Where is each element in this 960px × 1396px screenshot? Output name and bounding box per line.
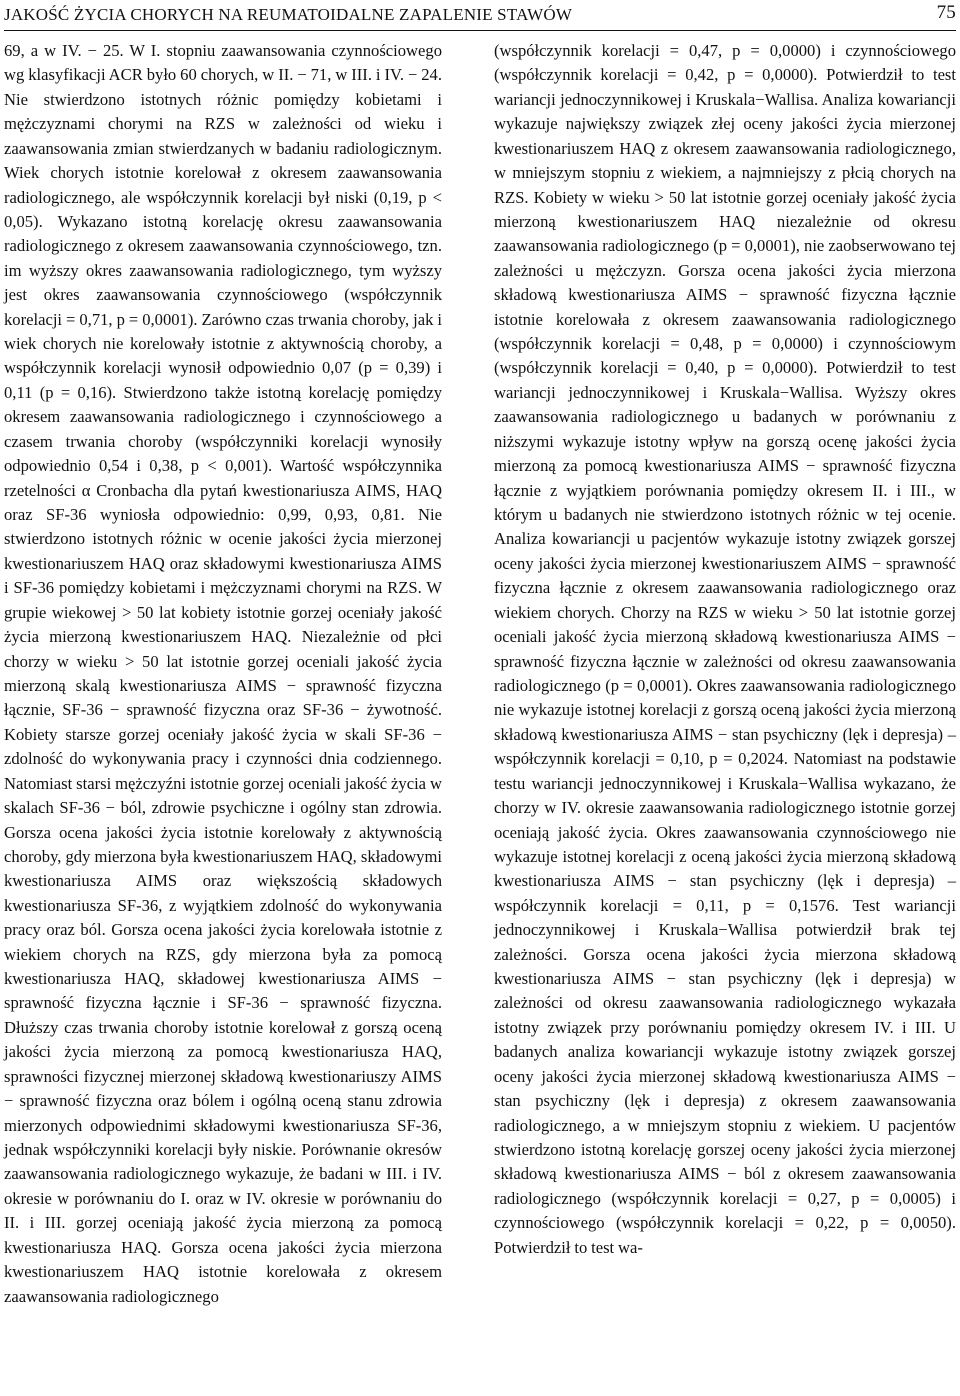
running-head-title: JAKOŚĆ ŻYCIA CHORYCH NA REUMATOIDALNE ZAPALENIE STAWÓW xyxy=(4,5,573,24)
body-paragraph: (współczynnik korelacji = 0,47, p = 0,0000) i czynnościowego (współczynnik korelacji = 0,42, p = 0,0000). Potwierdził to test wariancji jednoczynnikowej i Kruskala−Wallisa. Analiza kowariancji wykazuje największy związek złej oceny jakości życia mierzonej kwestionariuszem HAQ z okresem zaawansowania radiologicznego, w mniejszym stopniu z wiekiem, a najmniejszy z płcią chorych na RZS. Kobiety w wieku > 50 lat istotnie gorzej oceniały jakość życia mierzoną kwestionariuszem HAQ niezależnie od okresu zaawansowania radiologicznego (p = 0,0001), nie zaobserwowano tej zależności u mężczyzn. Gorsza ocena jakości życia mierzona składową kwestionariusza AIMS − sprawność fizyczna łącznie istotnie korelowała z okresem zaawansowania radiologicznego (współczynnik korelacji = 0,48, p = 0,0000) i czynnościowym (współczynnik korelacji = 0,40, p = 0,0000). Potwierdził to test wariancji jednoczynnikowej i Kruskala−Wallisa. Wyższy okres zaawansowania radiologicznego u badanych w porównaniu z niższymi wykazuje istotny wpływ na gorszą ocenę jakości życia mierzoną za pomocą kwestionariusza AIMS − sprawność fizyczna łącznie z wyjątkiem porównania pomiędzy okresem II. i III., w którym u badanych nie stwierdzono istotnych różnic w tej ocenie. Analiza kowariancji u pacjentów wykazuje istotny związek gorszej oceny jakości życia mierzonej kwestionariuszem AIMS − sprawność fizyczna łącznie z okresem zaawansowania radiologicznego oraz wiekiem chorych. Chorzy na RZS w wieku > 50 lat istotnie gorzej oceniali jakość życia mierzoną składową kwestionariusza AIMS − sprawność fizyczna łącznie w zależności od okresu zaawansowania radiologicznego (p = 0,0001). Okres zaawansowania radiologicznego nie wykazuje istotnej korelacji z gorszą oceną jakości życia mierzoną składową kwestionariusza AIMS − stan psychiczny (lęk i depresja) – współczynnik korelacji = 0,10, p = 0,2024. Natomiast na podstawie testu wariancji jednoczynnikowej i Kruskala−Wallisa wykazano, że chorzy w IV. okresie zaawansowania radiologicznego istotnie gorzej oceniają jakość życia. Okres zaawansowania czynnościowego nie wykazuje istotnej korelacji z oceną jakości życia mierzoną składową kwestionariusza AIMS − stan psychiczny (lęk i depresja) – współczynnik korelacji = 0,11, p = 0,1576. Test wariancji jednoczynnikowej i Kruskala−Wallisa potwierdził brak tej zależności. Gorsza ocena jakości życia mierzona składową kwestionariusza AIMS − stan psychiczny (lęk i depresja) w zależności od okresu zaawansowania radiologicznego wykazała istotny związek przy porównaniu pomiędzy okresem IV. i III. U badanych analiza kowariancji wykazuje istotny związek gorszej oceny jakości życia mierzonej składową kwestionariusza AIMS − stan psychiczny (lęk i depresja) z okresem zaawansowania radiologicznego, a w mniejszym stopniu z wiekiem. U pacjentów stwierdzono istotną korelację gorszej oceny jakości życia mierzonej składową kwestionariusza AIMS − ból z okresem zaawansowania radiologicznego (współczynnik korelacji = 0,27, p = 0,0005) i czynnościowego (współczynnik korelacji = 0,22, p = 0,0050). Potwierdził to test wa- xyxy=(494,41,956,1257)
text-column-left xyxy=(4,39,442,1309)
text-column-right xyxy=(494,39,956,1260)
body-paragraph: 69, a w IV. − 25. W I. stopniu zaawansowania czynnościowego wg klasyfikacji ACR było 60 chorych, w II. − 71, w III. i IV. − 24. Nie stwierdzono istotnych różnic pomiędzy kobietami i mężczyznami chorymi na RZS w zależności od wieku i zaawansowania zmian stwierdzanych w badaniu radiologicznym. Wiek chorych istotnie korelował z okresem zaawansowania radiologicznego, ale współczynnik korelacji był niski (0,19, p < 0,05). Wykazano istotną korelację okresu zaawansowania radiologicznego z okresem zaawansowania czynnościowego, tzn. im wyższy okres zaawansowania radiologicznego, tym wyższy jest okres zaawansowania czynnościowego (współczynnik korelacji = 0,71, p = 0,0001). Zarówno czas trwania choroby, jak i wiek chorych nie korelowały istotnie z aktywnością choroby, a współczynnik korelacji wynosił odpowiednio 0,07 (p = 0,39) i 0,11 (p = 0,16). Stwierdzono także istotną korelację pomiędzy okresem zaawansowania radiologicznego i czynnościowego a czasem trwania choroby (współczynniki korelacji wynosiły odpowiednio 0,54 i 0,38, p < 0,001). Wartość współczynnika rzetelności α Cronbacha dla pytań kwestionariusza AIMS, HAQ oraz SF-36 wyniosła odpowiednio: 0,99, 0,93, 0,81. Nie stwierdzono istotnych różnic w ocenie jakości życia mierzonej kwestionariuszem HAQ oraz składowymi kwestionariusza AIMS i SF-36 pomiędzy kobietami i mężczyznami chorymi na RZS. W grupie wiekowej > 50 lat kobiety istotnie gorzej oceniały jakość życia mierzoną kwestionariuszem HAQ. Niezależnie od płci chorzy w wieku > 50 lat istotnie gorzej oceniali jakość życia mierzoną skalą kwestionariusza AIMS − sprawność fizyczna łącznie, SF-36 − sprawność fizyczna oraz SF-36 − żywotność. Kobiety starsze gorzej oceniały jakość życia w skali SF-36 − zdolność do wykonywania pracy i czynności dnia codziennego. Natomiast starsi mężczyźni istotnie gorzej oceniali jakość życia w skalach SF-36 − ból, zdrowie psychiczne i ogólny stan zdrowia. Gorsza ocena jakości życia istotnie korelowały z aktywnością choroby, gdy mierzona była kwestionariuszem HAQ, składowymi kwestionariusza AIMS oraz większością składowych kwestionariusza SF-36, z wyjątkiem zdolność do wykonywania pracy oraz ból. Gorsza ocena jakości życia korelowała istotnie z wiekiem chorych na RZS, gdy mierzona była za pomocą kwestionariusza HAQ, składowej kwestionariusza AIMS − sprawność fizyczna łącznie i SF-36 − sprawność fizyczna. Dłuższy czas trwania choroby istotnie korelował z gorszą oceną jakości życia mierzoną za pomocą kwestionariusza HAQ, sprawności fizycznej mierzonej składową kwestionariuszy AIMS − sprawność fizyczna oraz bólem i ogólną oceną stanu zdrowia mierzonych odpowiednimi składowymi kwestionariusza SF-36, jednak współczynniki korelacji były niskie. Porównanie okresów zaawansowania radiologicznego wykazuje, że badani w III. i IV. okresie w porównaniu do I. oraz w IV. okresie w porównaniu do II. i III. gorzej oceniają jakość życia mierzoną za pomocą kwestionariusza HAQ. Gorsza ocena jakości życia mierzona kwestionariuszem HAQ istotnie korelowała z okresem zaawansowania radiologicznego xyxy=(4,41,442,1306)
running-head xyxy=(4,2,956,31)
page-number: 75 xyxy=(936,2,956,23)
